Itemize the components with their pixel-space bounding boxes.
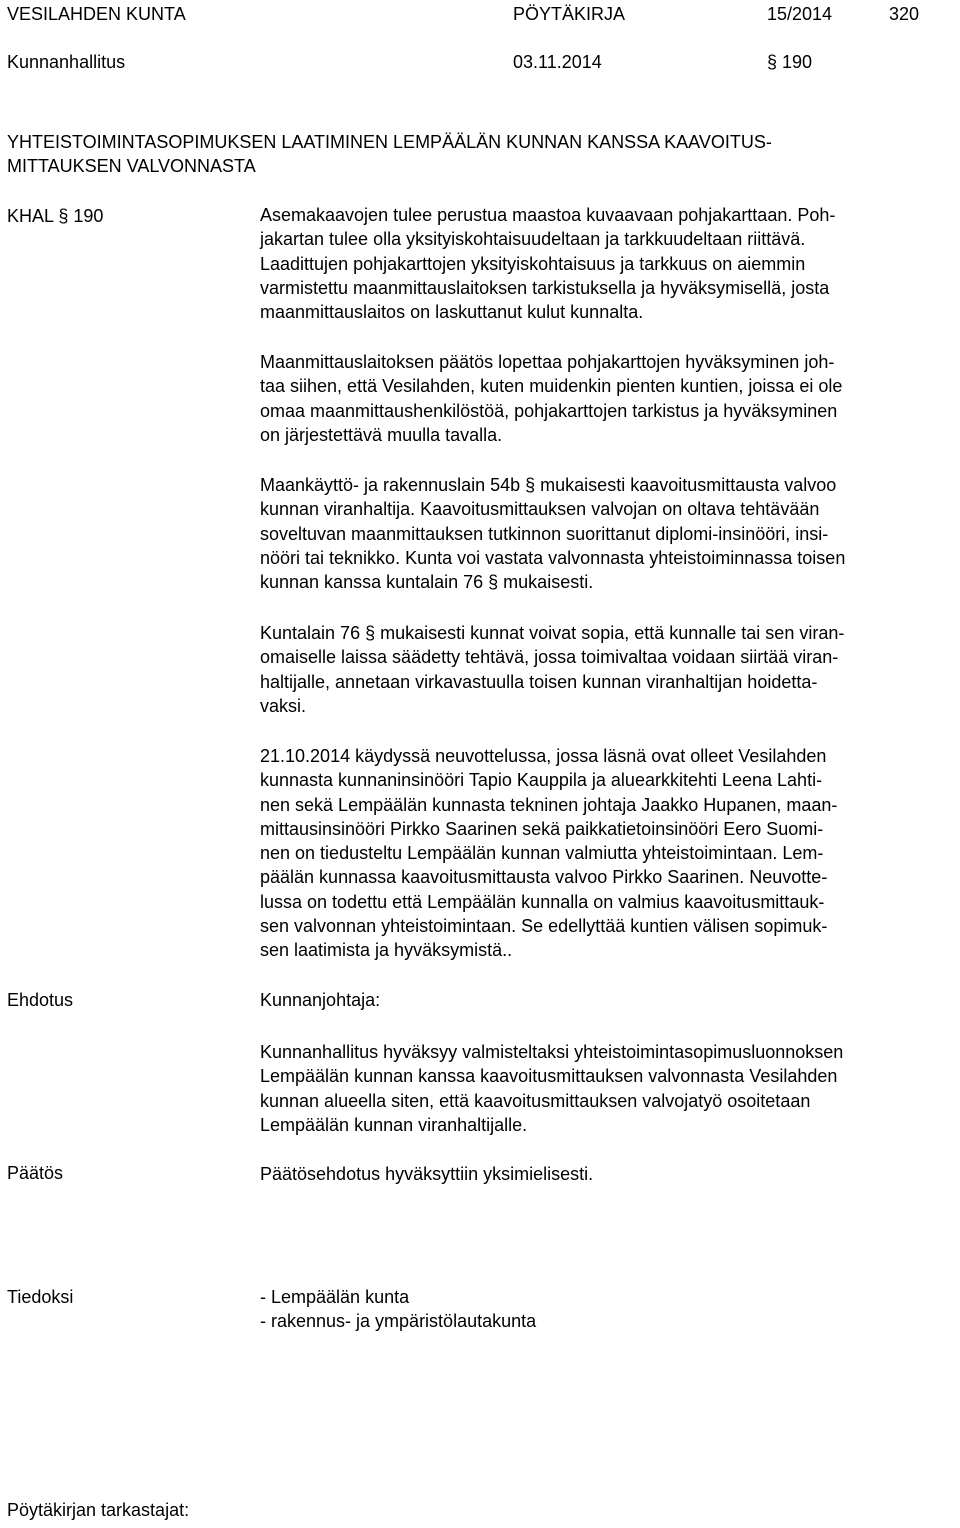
footer-label: Pöytäkirjan tarkastajat: — [7, 1500, 190, 1520]
text-line: kunnan kanssa kuntalain 76 § mukaisesti. — [260, 572, 594, 593]
text-line: päälän kunnassa kaavoitusmittausta valvoo Pirkko Saarinen. Neuvotte- — [260, 867, 828, 888]
khal-label: KHAL § 190 — [7, 206, 104, 226]
header-date: 03.11.2014 — [513, 52, 602, 72]
text-line: Lempäälän kunnan viranhaltijalle. — [260, 1114, 528, 1135]
list-item: - Lempäälän kunta — [260, 1287, 410, 1307]
text-line: jakartan tulee olla yksityiskohtaisuudeltaan ja tarkkuudeltaan riittävä. — [260, 229, 806, 250]
text-line: omaa maanmittaushenkilöstöä, pohjakarttojen tarkistus ja hyväksyminen — [260, 400, 838, 421]
paatos-label: Päätös — [7, 1163, 64, 1183]
text-line: 21.10.2014 käydyssä neuvottelussa, jossa läsnä ovat olleet Vesilahden — [260, 746, 827, 766]
ehdotus-label: Ehdotus — [7, 990, 74, 1010]
tiedoksi-list — [260, 1285, 960, 1334]
text-line: Lempäälän kunnan kanssa kaavoitusmittauksen valvonnasta Vesilahden — [260, 1066, 838, 1087]
header-municipality: VESILAHDEN KUNTA — [7, 4, 186, 24]
text-line: Laadittujen pohjakarttojen yksityiskohtaisuus ja tarkkuus on aiemmin — [260, 253, 806, 274]
text-line: sen valvonnan yhteistoimintaan. Se edellyttää kuntien välisen sopimuk- — [260, 916, 828, 937]
header-doc-type: PÖYTÄKIRJA — [513, 4, 626, 24]
text-line: omaiselle laissa säädetty tehtävä, jossa toimivaltaa voidaan siirtää viran- — [260, 647, 839, 668]
text-line: maanmittauslaitos on laskuttanut kulut kunnalta. — [260, 302, 644, 323]
text-line: nen on tiedusteltu Lempäälän kunnan valmiutta yhteistoimintaan. Lem- — [260, 843, 824, 864]
list-item: - rakennus- ja ympäristölautakunta — [260, 1311, 537, 1332]
text-line: soveltuvan maanmittauksen tutkinnon suorittanut diplomi-insinööri, insi- — [260, 523, 829, 544]
text-line: Maankäyttö- ja rakennuslain 54b § mukaisesti kaavoitusmittausta valvoo — [260, 475, 837, 495]
header-page-number: 320 — [889, 4, 920, 24]
text-line: taa siihen, että Vesilahden, kuten muidenkin pienten kuntien, joissa ei ole — [260, 376, 843, 397]
agenda-title-line: YHTEISTOIMINTASOPIMUKSEN LAATIMINEN LEMPÄÄLÄN KUNNAN KANSSA KAAVOITUS- — [7, 132, 772, 152]
text-line: kunnan viranhaltija. Kaavoitusmittauksen valvojan on oltava tehtävään — [260, 499, 820, 520]
header-body: Kunnanhallitus — [7, 52, 126, 72]
khal-paragraph — [260, 621, 960, 718]
text-line: Kunnanhallitus hyväksyy valmisteltaksi yhteistoimintasopimusluonnoksen — [260, 1042, 844, 1062]
text-line: Päätösehdotus hyväksyttiin yksimielisesti. — [260, 1164, 594, 1184]
ehdotus-proposer — [260, 988, 960, 1012]
text-line: mittausinsinööri Pirkko Saarinen sekä paikkatietoinsinööri Eero Suomi- — [260, 818, 824, 839]
khal-paragraph — [260, 744, 960, 963]
paatos-text — [260, 1162, 960, 1186]
khal-paragraph — [260, 473, 960, 594]
text-line: lussa on todettu että Lempäälän kunnalla on valmius kaavoitusmittauk- — [260, 891, 825, 912]
agenda-title — [7, 130, 772, 179]
khal-paragraph — [260, 203, 960, 324]
text-line: nööri tai teknikko. Kunta voi vastata valvonnasta yhteistoiminnassa toisen — [260, 547, 846, 568]
agenda-title-line: MITTAUKSEN VALVONNASTA — [7, 156, 256, 177]
text-line: on järjestettävä muulla tavalla. — [260, 424, 503, 445]
text-line: kunnasta kunnaninsinööri Tapio Kauppila ja aluearkkitehti Leena Lahti- — [260, 770, 823, 791]
text-line: nen sekä Lempäälän kunnasta tekninen johtaja Jaakko Hupanen, maan- — [260, 794, 838, 815]
text-line: sen laatimista ja hyväksymistä.. — [260, 940, 513, 961]
khal-paragraph — [260, 350, 960, 447]
header-section: § 190 — [767, 52, 813, 72]
ehdotus-paragraph — [260, 1040, 960, 1137]
text-line: vaksi. — [260, 695, 307, 716]
text-line: Maanmittauslaitoksen päätös lopettaa pohjakarttojen hyväksyminen joh- — [260, 352, 835, 372]
tiedoksi-label: Tiedoksi — [7, 1287, 74, 1307]
text-line: Kunnanjohtaja: — [260, 990, 381, 1010]
text-line: kunnan alueella siten, että kaavoitusmittauksen valvojatyö osoitetaan — [260, 1090, 811, 1111]
header-doc-number: 15/2014 — [767, 4, 833, 24]
text-line: Asemakaavojen tulee perustua maastoa kuvaavaan pohjakarttaan. Poh- — [260, 205, 836, 225]
text-line: haltijalle, annetaan virkavastuulla toisen kunnan viranhaltijan hoidetta- — [260, 671, 818, 692]
text-line: varmistettu maanmittauslaitoksen tarkistuksella ja hyväksymisellä, josta — [260, 277, 830, 298]
text-line: Kuntalain 76 § mukaisesti kunnat voivat sopia, että kunnalle tai sen viran- — [260, 623, 845, 643]
